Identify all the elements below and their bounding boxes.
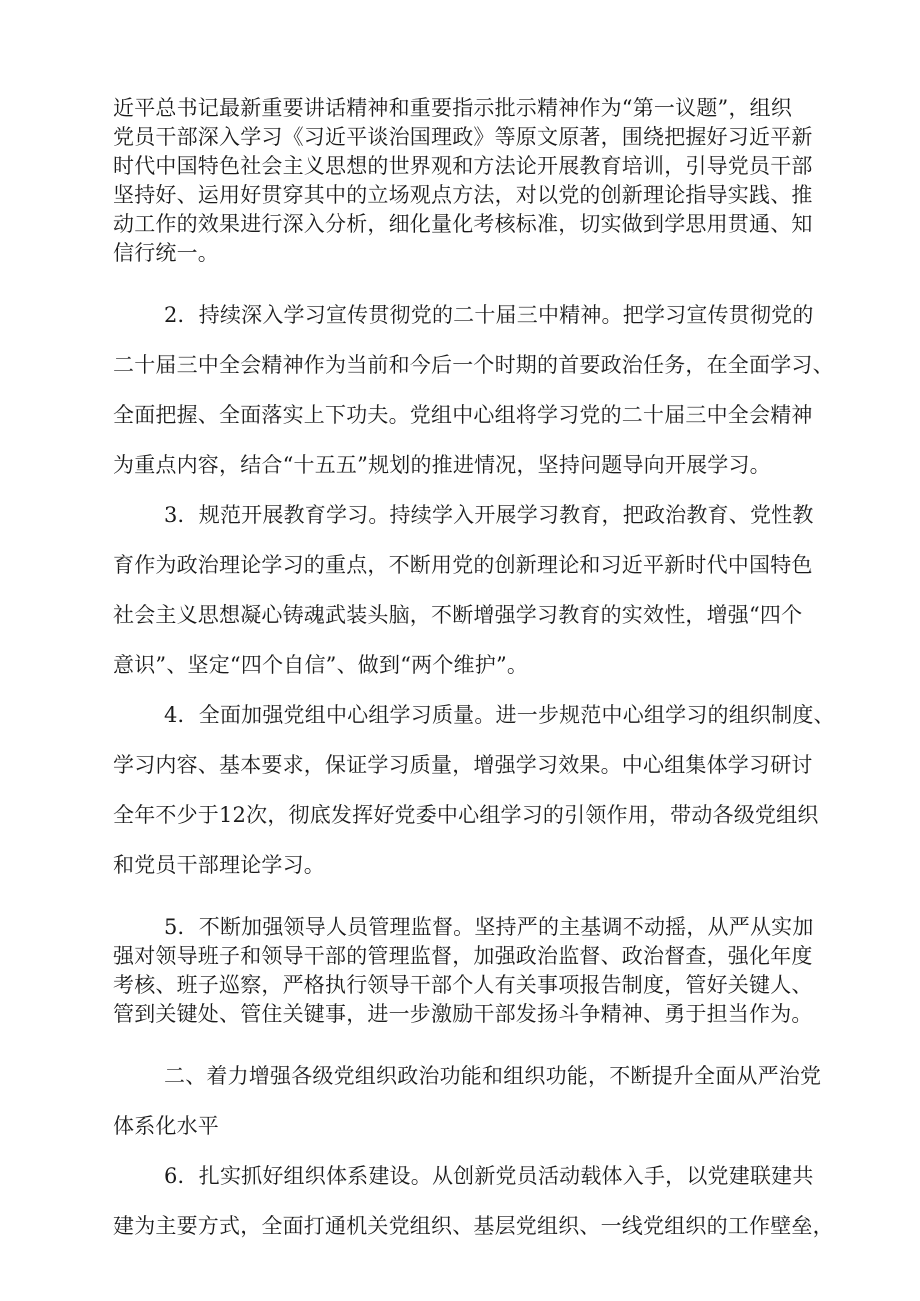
text-line: 坚持好、运用好贯穿其中的立场观点方法，对以党的创新理论指导实践、推 — [113, 183, 813, 207]
text-line: 全面把握、全面落实上下功夫。党组中心组将学习党的二十届三中全会精神 — [113, 403, 813, 427]
text-line: 为重点内容，结合“十五五”规划的推进情况，坚持问题导向开展学习。 — [113, 453, 771, 477]
text-line: 时代中国特色社会主义思想的世界观和方法论开展教育培训，引导党员干部 — [113, 154, 813, 178]
text-line: 育作为政治理论学习的重点，不断用党的创新理论和习近平新时代中国特色 — [113, 553, 813, 577]
text-line: 2．持续深入学习宣传贯彻党的二十届三中精神。把学习宣传贯彻党的 — [164, 303, 814, 327]
text-line: 考核、班子巡察，严格执行领导干部个人有关事项报告制度，管好关键人、 — [113, 973, 813, 997]
text-line: 意识”、坚定“四个自信”、做到“两个维护”。 — [113, 653, 529, 677]
text-line: 信行统一。 — [113, 241, 219, 265]
text-line: 5．不断加强领导人员管理监督。坚持严的主基调不动摇，从严从实加 — [164, 915, 814, 939]
text-line: 6．扎实抓好组织体系建设。从创新党员活动载体入手，以党建联建共 — [164, 1164, 814, 1188]
text-line: 强对领导班子和领导干部的管理监督，加强政治监督、政治督查，强化年度 — [113, 944, 813, 968]
text-line: 3．规范开展教育学习。持续学入开展学习教育，把政治教育、党性教 — [164, 503, 814, 527]
text-line: 和党员干部理论学习。 — [113, 853, 325, 877]
text-line: 学习内容、基本要求，保证学习质量，增强学习效果。中心组集体学习研讨 — [113, 753, 813, 777]
text-line: 社会主义思想凝心铸魂武装头脑，不断增强学习教育的实效性，增强“四个 — [113, 603, 803, 627]
text-line: 二十届三中全会精神作为当前和今后一个时期的首要政治任务，在全面学习、 — [113, 353, 834, 377]
text-line: 党员干部深入学习《习近平谈治国理政》等原文原著，围绕把握好习近平新 — [113, 125, 813, 149]
text-line: 全年不少于12次，彻底发挥好党委中心组学习的引领作用，带动各级党组织 — [113, 803, 819, 827]
text-line: 建为主要方式，全面打通机关党组织、基层党组织、一线党组织的工作壁垒， — [113, 1214, 834, 1238]
text-line: 动工作的效果进行深入分析，细化量化考核标准，切实做到学思用贯通、知 — [113, 212, 813, 236]
section-heading: 体系化水平 — [113, 1114, 219, 1138]
text-line: 管到关键处、管住关键事，进一步激励干部发扬斗争精神、勇于担当作为。 — [113, 1002, 813, 1026]
text-line: 近平总书记最新重要讲话精神和重要指示批示精神作为“第一议题”，组织 — [113, 96, 793, 120]
text-line: 4．全面加强党组中心组学习质量。进一步规范中心组学习的组织制度、 — [164, 703, 835, 727]
section-heading: 二、着力增强各级党组织政治功能和组织功能，不断提升全面从严治党 — [164, 1064, 822, 1088]
